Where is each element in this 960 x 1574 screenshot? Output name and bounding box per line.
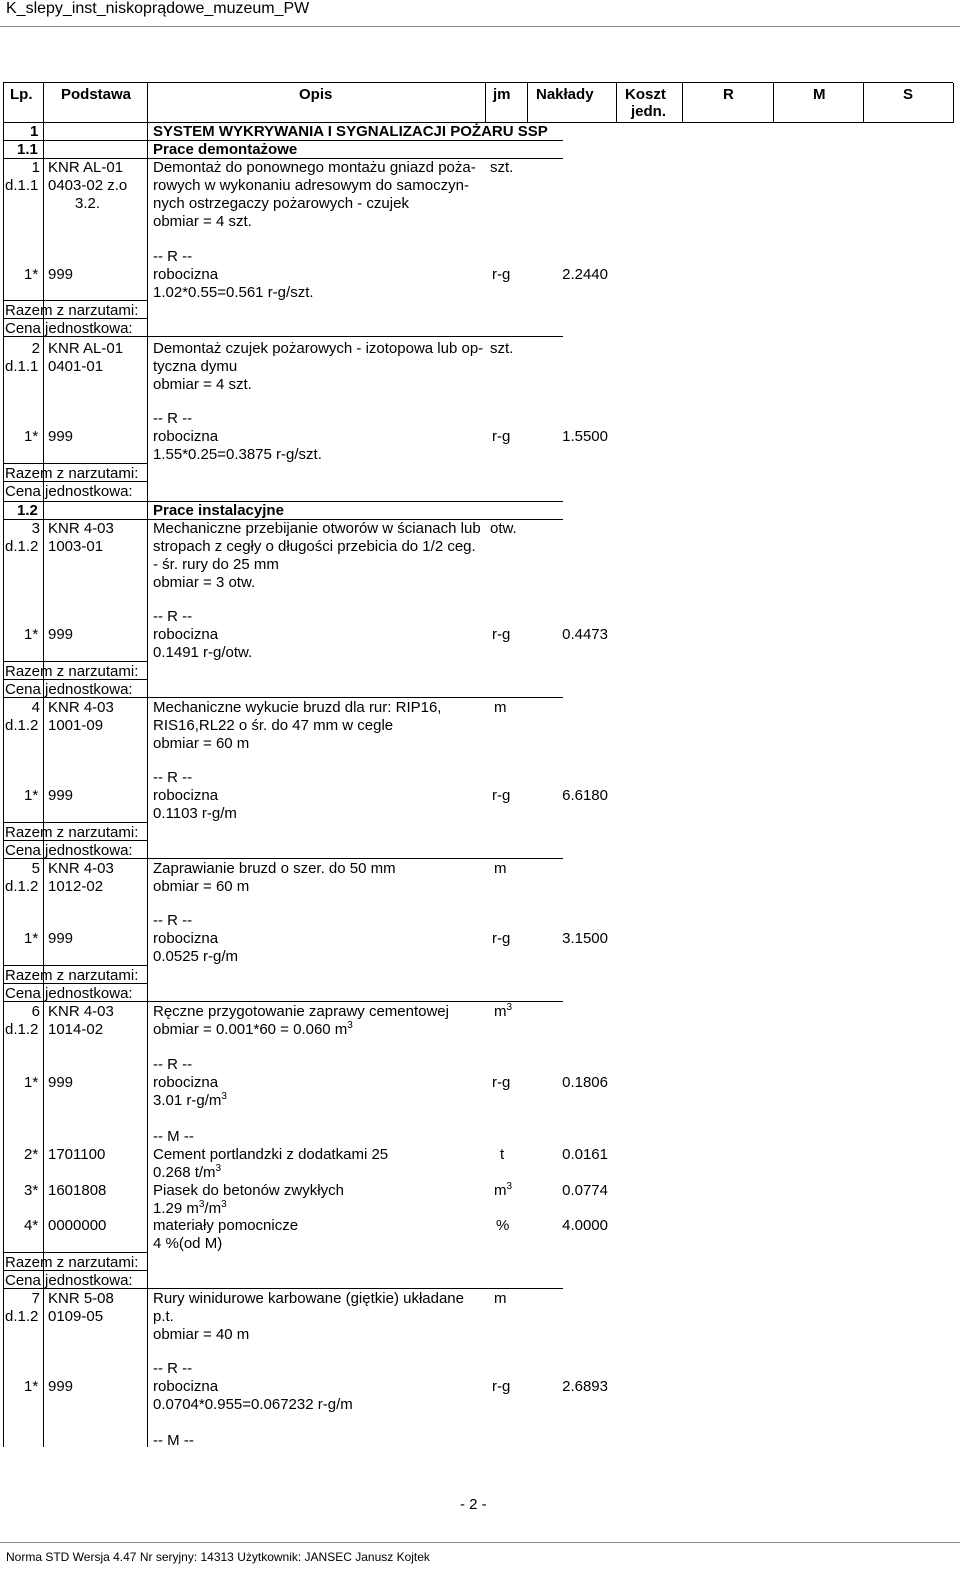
cena-label: Cena jednostkowa:	[5, 985, 133, 1002]
item-opis: Mechaniczne wykucie bruzd dla rur: RIP16,	[153, 699, 442, 716]
item-opis: - śr. rury do 25 mm	[153, 556, 279, 573]
resource-jm: r-g	[492, 1378, 511, 1395]
resource-jm: r-g	[492, 1074, 511, 1091]
material-name: materiały pomocnicze	[153, 1217, 299, 1234]
resource-jm: r-g	[492, 428, 511, 445]
item-opis: Rury winidurowe karbowane (giętkie) układane	[153, 1290, 464, 1307]
col-divider	[527, 83, 528, 123]
item-podstawa: 1001-09	[48, 717, 104, 734]
cena-label: Cena jednostkowa:	[5, 320, 133, 337]
page-number: - 2 -	[460, 1496, 487, 1513]
header-jm: jm	[493, 86, 511, 103]
item-podstawa: KNR 4-03	[48, 520, 114, 537]
r-section-label: -- R --	[153, 410, 193, 427]
item-jm: otw.	[490, 520, 517, 537]
razem-label: Razem z narzutami:	[5, 1254, 139, 1271]
resource-jm: r-g	[492, 787, 511, 804]
item-podstawa: KNR AL-01	[48, 340, 124, 357]
resource-code: 999	[48, 266, 74, 283]
item-obmiar: obmiar = 0.001*60 = 0.060 $m^3$	[153, 1020, 353, 1038]
row-rule	[3, 697, 563, 698]
row-rule	[3, 1252, 147, 1253]
item-opis: Zaprawianie bruzd o szer. do 50 mm	[153, 860, 396, 877]
item-opis: Ręczne przygotowanie zaprawy cementowej	[153, 1003, 449, 1020]
material-jm: %	[496, 1217, 510, 1234]
cena-label: Cena jednostkowa:	[5, 1272, 133, 1289]
header-koszt-jedn: jedn.	[631, 103, 667, 120]
item-obmiar: obmiar = 4 szt.	[153, 376, 252, 393]
material-value: 4.0000	[562, 1217, 608, 1234]
row-rule	[3, 983, 147, 984]
item-opis: Mechaniczne przebijanie otworów w ścianach lub	[153, 520, 481, 537]
row-rule	[3, 481, 147, 482]
item-jm: m	[494, 1290, 507, 1307]
material-code: 1601808	[48, 1182, 107, 1199]
resource-value: 2.6893	[562, 1378, 608, 1395]
star-label: 1*	[24, 787, 39, 804]
item-podstawa: KNR AL-01	[48, 159, 124, 176]
row-rule	[3, 318, 147, 319]
cena-label: Cena jednostkowa:	[5, 483, 133, 500]
razem-label: Razem z narzutami:	[5, 824, 139, 841]
star-label: 1*	[24, 266, 39, 283]
section-number: 1.2	[17, 502, 38, 519]
material-name: Piasek do betonów zwykłych	[153, 1182, 344, 1199]
resource-value: 3.1500	[562, 930, 608, 947]
item-podstawa: 3.2.	[75, 195, 101, 212]
resource-formula: 3.01 $r-g/m^3$	[153, 1091, 227, 1109]
item-opis: tyczna dymu	[153, 358, 238, 375]
resource-name: robocizna	[153, 1378, 219, 1395]
resource-value: 0.1806	[562, 1074, 608, 1091]
material-jm: $m^3$	[494, 1181, 513, 1199]
col-divider	[3, 83, 4, 123]
item-obmiar: obmiar = 60 m	[153, 878, 250, 895]
row-rule	[3, 822, 147, 823]
document-title: K_slepy_inst_niskoprądowe_muzeum_PW	[6, 0, 310, 17]
row-rule	[3, 336, 563, 337]
item-opis: nych ostrzegaczy pożarowych - czujek	[153, 195, 409, 212]
resource-formula: 1.55*0.25=0.3875 r-g/szt.	[153, 446, 322, 463]
resource-code: 999	[48, 1378, 74, 1395]
material-value: 0.0161	[562, 1146, 608, 1163]
resource-code: 999	[48, 626, 74, 643]
col-divider	[147, 83, 148, 123]
resource-code: 999	[48, 428, 74, 445]
material-star: 2*	[24, 1146, 39, 1163]
item-opis: RIS16,RL22 o śr. do 47 mm w cegle	[153, 717, 394, 734]
row-rule	[3, 661, 147, 662]
resource-name: robocizna	[153, 787, 219, 804]
section-number: 1.1	[17, 141, 38, 158]
item-lp-ref: d.1.1	[5, 177, 39, 194]
row-rule	[3, 463, 147, 464]
row-rule	[3, 1288, 563, 1289]
footer-divider	[0, 1542, 960, 1543]
resource-name: robocizna	[153, 626, 219, 643]
item-jm: $m^3$	[494, 1002, 513, 1020]
material-formula: 4 %(od M)	[153, 1235, 223, 1252]
item-podstawa: KNR 4-03	[48, 1003, 114, 1020]
resource-jm: r-g	[492, 930, 511, 947]
r-section-label: -- R --	[153, 608, 193, 625]
resource-value: 1.5500	[562, 428, 608, 445]
item-podstawa: 1003-01	[48, 538, 104, 555]
header-lp: Lp.	[10, 86, 33, 103]
item-lp-ref: d.1.2	[5, 538, 39, 555]
razem-label: Razem z narzutami:	[5, 967, 139, 984]
razem-label: Razem z narzutami:	[5, 302, 139, 319]
razem-label: Razem z narzutami:	[5, 465, 139, 482]
item-podstawa: KNR 5-08	[48, 1290, 114, 1307]
item-lp: 3	[31, 520, 40, 537]
row-rule	[3, 1001, 563, 1002]
col-divider	[485, 83, 486, 123]
item-lp: 1	[31, 159, 40, 176]
item-jm: szt.	[490, 159, 514, 176]
row-rule	[3, 300, 147, 301]
item-lp-ref: d.1.1	[5, 358, 39, 375]
resource-value: 0.4473	[562, 626, 608, 643]
material-star: 3*	[24, 1182, 39, 1199]
item-opis: Demontaż czujek pożarowych - izotopowa lub op-	[153, 340, 484, 357]
item-podstawa: KNR 4-03	[48, 699, 114, 716]
col-divider	[682, 83, 683, 123]
row-rule	[3, 858, 563, 859]
item-lp: 6	[31, 1003, 40, 1020]
star-label: 1*	[24, 428, 39, 445]
header-opis: Opis	[299, 86, 333, 103]
material-code: 0000000	[48, 1217, 107, 1234]
row-rule	[3, 679, 147, 680]
resource-formula: 0.1103 r-g/m	[153, 805, 237, 822]
title-divider	[0, 26, 960, 27]
item-jm: m	[494, 860, 507, 877]
razem-label: Razem z narzutami:	[5, 663, 139, 680]
row-rule	[3, 1270, 147, 1271]
m-section-label: -- M --	[153, 1432, 194, 1449]
material-jm: t	[500, 1146, 505, 1163]
resource-formula: 0.0704*0.955=0.067232 r-g/m	[153, 1396, 353, 1413]
item-opis: Demontaż do ponownego montażu gniazd poża-	[153, 159, 476, 176]
item-opis: rowych w wykonaniu adresowym do samoczyn-	[153, 177, 469, 194]
material-name: Cement portlandzki z dodatkami 25	[153, 1146, 389, 1163]
col-divider	[863, 83, 864, 123]
r-section-label: -- R --	[153, 248, 193, 265]
item-podstawa: KNR 4-03	[48, 860, 114, 877]
resource-formula: 0.1491 r-g/otw.	[153, 644, 253, 661]
star-label: 1*	[24, 626, 39, 643]
table-header	[3, 82, 953, 123]
resource-jm: r-g	[492, 266, 511, 283]
resource-jm: r-g	[492, 626, 511, 643]
col-line-opis	[147, 122, 148, 1447]
item-obmiar: obmiar = 4 szt.	[153, 213, 252, 230]
r-section-label: -- R --	[153, 1360, 193, 1377]
resource-name: robocizna	[153, 266, 219, 283]
resource-formula: 0.0525 r-g/m	[153, 948, 239, 965]
star-label: 1*	[24, 930, 39, 947]
r-section-label: -- R --	[153, 912, 193, 929]
col-divider	[616, 83, 617, 123]
item-opis: stropach z cegły o długości przebicia do 1/2 ceg.	[153, 538, 476, 555]
item-podstawa: 0403-02 z.o	[48, 177, 128, 194]
item-jm: szt.	[490, 340, 514, 357]
section-number: 1	[30, 123, 39, 140]
resource-name: robocizna	[153, 930, 219, 947]
col-divider	[43, 83, 44, 123]
resource-formula: 1.02*0.55=0.561 r-g/szt.	[153, 284, 314, 301]
resource-code: 999	[48, 930, 74, 947]
cena-label: Cena jednostkowa:	[5, 842, 133, 859]
material-value: 0.0774	[562, 1182, 608, 1199]
row-rule	[3, 965, 147, 966]
item-lp: 4	[31, 699, 40, 716]
material-formula: 1.29 $m^3/m^3$	[153, 1199, 227, 1217]
header-naklady: Nakłady	[536, 86, 594, 103]
resource-value: 2.2440	[562, 266, 608, 283]
item-podstawa: 1014-02	[48, 1021, 104, 1038]
section-title: SYSTEM WYKRYWANIA I SYGNALIZACJI POŻARU SSP	[153, 123, 548, 140]
material-code: 1701100	[48, 1146, 106, 1163]
item-lp: 7	[31, 1290, 40, 1307]
item-jm: m	[494, 699, 507, 716]
header-r: R	[723, 86, 734, 103]
star-label: 1*	[24, 1074, 39, 1091]
footer-text: Norma STD Wersja 4.47 Nr seryjny: 14313 Użytkownik: JANSEC Janusz Kojtek	[6, 1550, 430, 1564]
section-title: Prace demontażowe	[153, 141, 298, 158]
cena-label: Cena jednostkowa:	[5, 681, 133, 698]
item-lp-ref: d.1.2	[5, 878, 39, 895]
material-star: 4*	[24, 1217, 39, 1234]
col-divider	[953, 83, 954, 123]
r-section-label: -- R --	[153, 769, 193, 786]
item-podstawa: 1012-02	[48, 878, 104, 895]
header-m: M	[813, 86, 826, 103]
star-label: 1*	[24, 1378, 39, 1395]
resource-code: 999	[48, 787, 74, 804]
item-obmiar: obmiar = 40 m	[153, 1326, 250, 1343]
header-koszt: Koszt	[625, 86, 666, 103]
item-lp: 2	[31, 340, 40, 357]
item-podstawa: 0401-01	[48, 358, 104, 375]
row-rule	[3, 840, 147, 841]
col-line-lp	[3, 122, 4, 1447]
item-lp-ref: d.1.2	[5, 1021, 39, 1038]
header-podstawa: Podstawa	[61, 86, 132, 103]
resource-name: robocizna	[153, 428, 219, 445]
material-formula: 0.268 $t/m^3$	[153, 1163, 222, 1181]
item-podstawa: 0109-05	[48, 1308, 104, 1325]
resource-name: robocizna	[153, 1074, 219, 1091]
item-obmiar: obmiar = 3 otw.	[153, 574, 256, 591]
item-lp: 5	[31, 860, 40, 877]
item-obmiar: obmiar = 60 m	[153, 735, 250, 752]
m-section-label: -- M --	[153, 1128, 194, 1145]
resource-value: 6.6180	[562, 787, 608, 804]
resource-code: 999	[48, 1074, 74, 1091]
section-title: Prace instalacyjne	[153, 502, 284, 519]
r-section-label: -- R --	[153, 1056, 193, 1073]
item-opis: p.t.	[153, 1308, 174, 1325]
item-lp-ref: d.1.2	[5, 717, 39, 734]
header-s: S	[903, 86, 914, 103]
item-lp-ref: d.1.2	[5, 1308, 39, 1325]
col-divider	[773, 83, 774, 123]
